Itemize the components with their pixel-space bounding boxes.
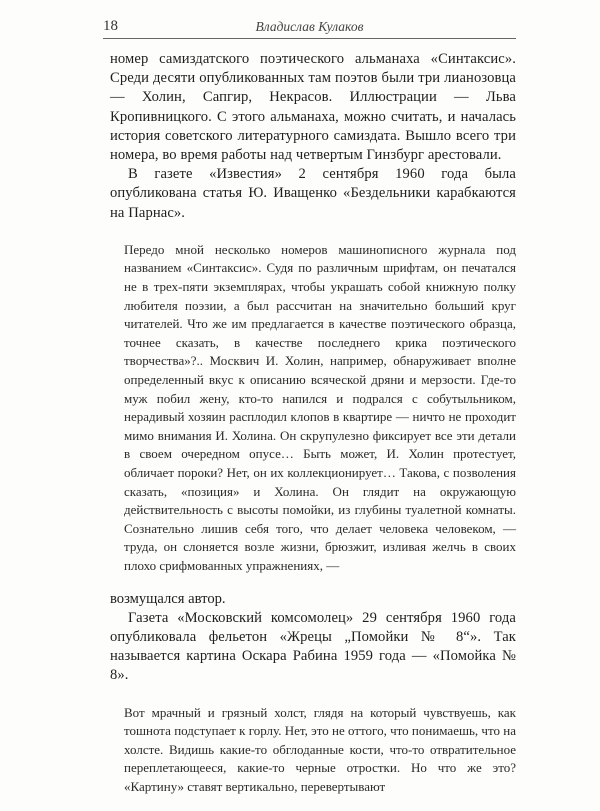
page-header — [103, 10, 516, 40]
paragraph-2: В газете «Известия» 2 сентября 1960 года была опубликована статья Ю. Иващенко «Бездельники карабкаются на Парнас». — [110, 166, 516, 221]
quote-block-1 — [124, 241, 516, 576]
quote-1-text: Передо мной несколько номеров машинописного журнала под названием «Синтаксис». Судя по различным шрифтам, он печатался не в трех-пяти экземплярах, чтобы украшать собой книжную полку любителя поэзии, а был рассчитан на значительно больший круг читателей. Что же им предлагается в качестве поэтического образца, точнее сказать, в качестве последнего крика поэтического творчества»?.. Москвич И. Холин, например, обнаруживает вполне определенный вкус к описанию всяческой дряни и мерзости. Где-то муж побил жену, кто-то напился и подрался с собутыльником, нерадивый хозяин расплодил клопов в квартире — ничто не проходит мимо внимания И. Холина. Он скрупулезно фиксирует все эти детали в своем очередном опусе… Быть может, И. Холин протестует, обличает пороки? Нет, он их коллекционирует… Такова, с позволения сказать, «позиция» и Холина. Он глядит на окружающую действительность с высоты помойки, из глубины туалетной комнаты. Сознательно лишив себя того, что делает человека человеком, — труда, он слоняется возле жизни, брюзжит, изливая желчь в своих плохо срифмованных упражнениях, — — [124, 241, 516, 573]
paragraph-1: номер самиздатского поэтического альманаха «Синтаксис». Среди десяти опубликованных там поэтов были три лианозовца — Холин, Сапгир, Некрасов. Иллюстрации — Льва Кропивницкого. С этого альманаха, можно считать, и началась история советского литературного самиздата. Вышло всего три номера, во время работы над четвертым Гинзбург арестовали. — [110, 51, 516, 164]
quote-2-text: Вот мрачный и грязный холст, глядя на который чувствуешь, как тошнота подступает к горлу. Нет, это не оттого, что понимаешь, что на холсте. Видишь какие-то обглоданные кости, что-то отвратительное переплетающееся, какие-то черные отростки. Но что же это? «Картину» ставят вертикально, перевертывают — [124, 704, 516, 794]
paragraph-3: возмущался автор. — [110, 590, 226, 607]
paragraph-4: Газета «Московский комсомолец» 29 сентября 1960 года опубликовала фельетон «Жрецы „Помойки № 8“». Так называется картина Оскара Рабина 1959 года — «Помойка № 8». — [110, 609, 516, 684]
quote-block-2 — [124, 704, 516, 797]
header-rule — [103, 38, 516, 39]
page-body — [110, 50, 516, 811]
page-number: 18 — [103, 18, 118, 34]
running-title: Владислав Кулаков — [255, 19, 364, 34]
